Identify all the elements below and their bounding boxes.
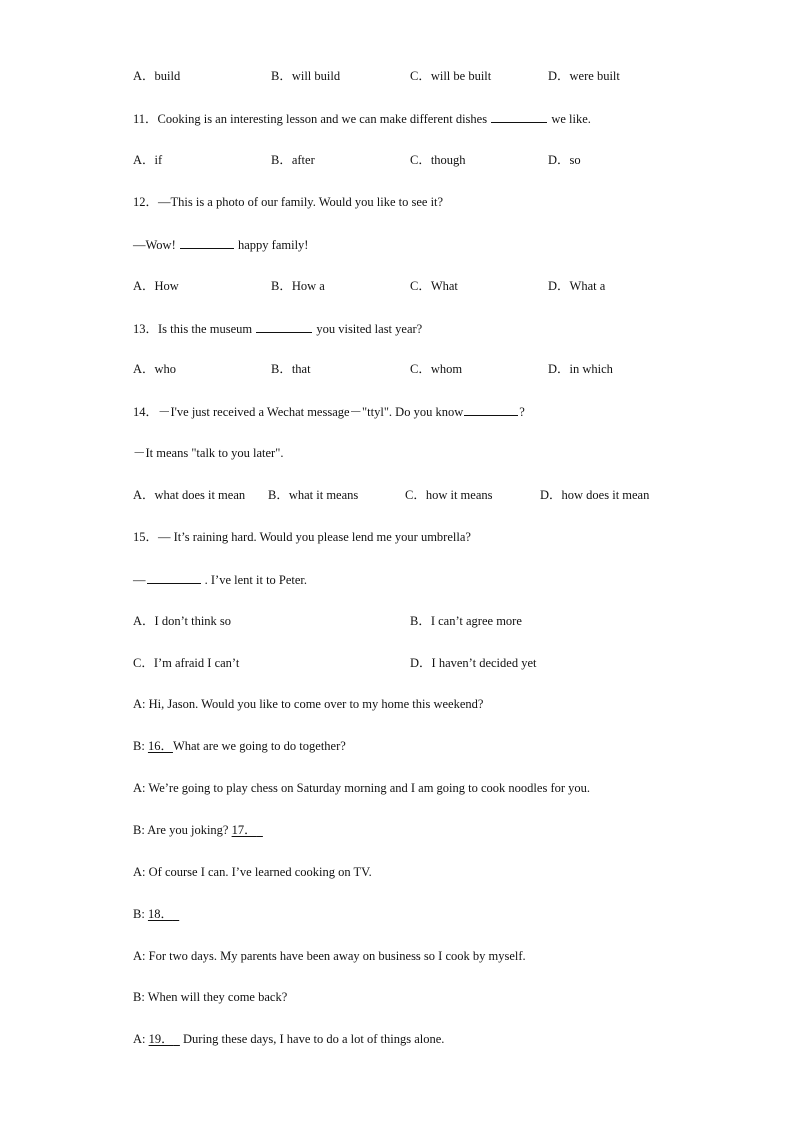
option-c: C．What [410, 279, 458, 293]
answer-blank [464, 403, 518, 416]
stem-text: we like. [548, 112, 591, 126]
speaker-label: A: [133, 1032, 149, 1046]
question-15-stem: 15．— It’s raining hard. Would you please lend me your umbrella? [133, 530, 471, 544]
option-c: C．though [410, 153, 466, 167]
option-d: D．were built [548, 69, 620, 83]
stem-text: 11．Cooking is an interesting lesson and we can make different dishes [133, 112, 491, 126]
option-b: B．after [271, 153, 315, 167]
dialogue-line: A: Hi, Jason. Would you like to come over to my home this weekend? [133, 697, 484, 711]
option-d: D．I haven’t decided yet [410, 656, 537, 670]
question-13-stem [133, 320, 422, 337]
option-b: B．that [271, 362, 311, 376]
question-15-reply [133, 571, 307, 588]
answer-blank [180, 236, 234, 249]
dialogue-line: A: We’re going to play chess on Saturday morning and I am going to cook noodles for you. [133, 781, 591, 795]
option-b: B．what it means [268, 488, 359, 502]
blank-number: 19． [148, 1032, 174, 1046]
blank-underline [257, 823, 263, 837]
option-d: D．in which [548, 362, 613, 376]
stem-text: . I’ve lent it to Peter. [201, 573, 308, 587]
blank-number: 18． [147, 907, 173, 921]
question-11-stem [133, 110, 591, 127]
option-d: D．how does it mean [540, 488, 650, 502]
dialogue-text: B: Are you joking? [133, 823, 232, 837]
question-14-stem [133, 403, 525, 420]
answer-blank [491, 110, 547, 123]
dialogue-line: B: When will they come back? [133, 990, 288, 1004]
dialogue-line [133, 1031, 444, 1047]
stem-text: 13．Is this the museum [133, 322, 256, 336]
option-d: D．so [548, 153, 581, 167]
option-d: D．What a [548, 279, 606, 293]
option-a: A．who [133, 362, 177, 376]
option-c: C．I’m afraid I can’t [133, 656, 240, 670]
option-b: B．How a [271, 279, 325, 293]
blank-number: 17． [231, 823, 257, 837]
speaker-label: B: [133, 907, 148, 921]
question-12-reply [133, 236, 308, 253]
option-b: B．I can’t agree more [410, 614, 522, 628]
option-a: A．build [133, 69, 181, 83]
speaker-label: B: [133, 739, 148, 753]
option-a: A．what does it mean [133, 488, 246, 502]
dialogue-line: A: Of course I can. I’ve learned cooking on TV. [133, 865, 372, 879]
dialogue-line [133, 822, 263, 838]
question-12-stem: 12．—This is a photo of our family. Would you like to see it? [133, 195, 444, 209]
option-c: C．will be built [410, 69, 492, 83]
answer-blank [147, 571, 201, 584]
dialogue-text: What are we going to do together? [172, 739, 346, 753]
option-a: A．How [133, 279, 179, 293]
stem-text: you visited last year? [313, 322, 423, 336]
blank-underline [173, 907, 179, 921]
option-c: C．how it means [405, 488, 493, 502]
answer-blank [256, 320, 312, 333]
dialogue-line [133, 738, 346, 754]
dialogue-text: During these days, I have to do a lot of things alone. [179, 1032, 445, 1046]
stem-text: happy family! [234, 238, 309, 252]
option-c: C．whom [410, 362, 463, 376]
stem-text: 14．－I've just received a Wechat message－"ttyl". Do you know [133, 405, 464, 419]
question-14-reply: －It means "talk to you later". [133, 446, 284, 460]
stem-text: ? [519, 405, 525, 419]
blank-number: 16． [147, 739, 173, 753]
stem-text: —Wow! [133, 238, 179, 252]
dialogue-line [133, 906, 179, 922]
dialogue-line: A: For two days. My parents have been away on business so I cook by myself. [133, 949, 526, 963]
option-b: B．will build [271, 69, 341, 83]
option-a: A．I don’t think so [133, 614, 232, 628]
stem-text: — [133, 573, 146, 587]
option-a: A．if [133, 153, 163, 167]
